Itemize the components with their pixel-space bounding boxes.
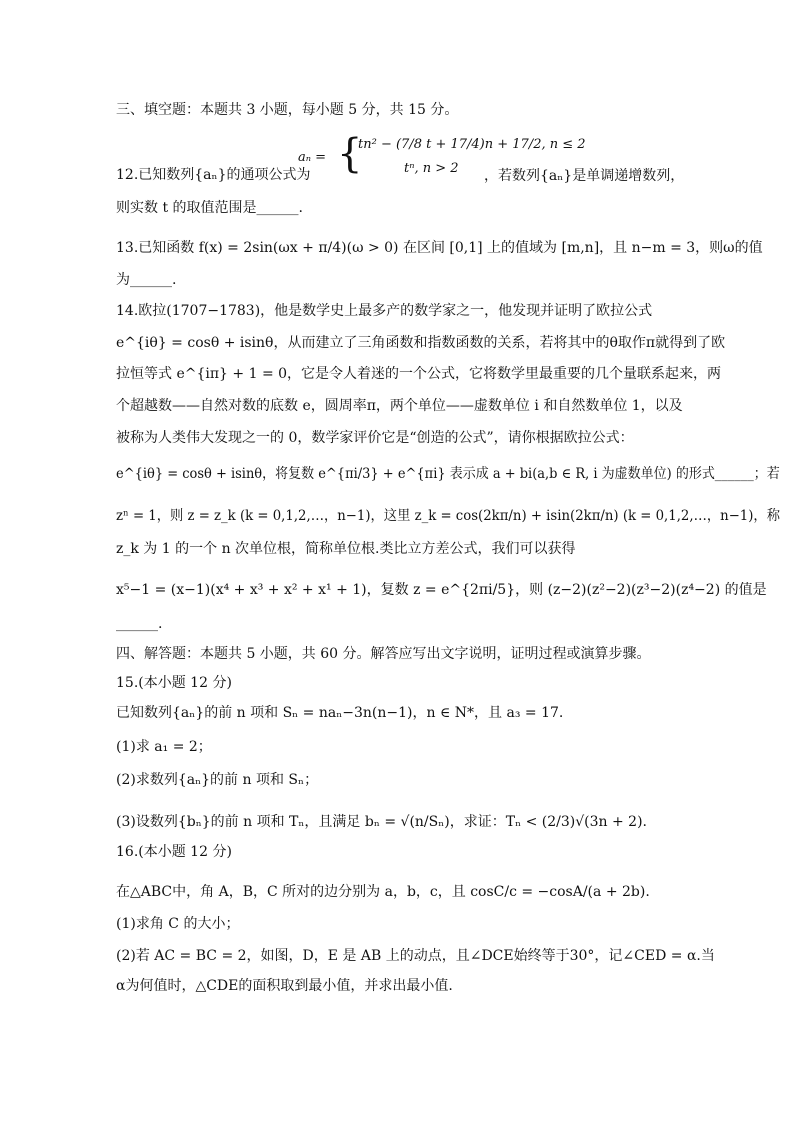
q15-title: 15.(本小题 12 分) [116, 675, 232, 691]
q14-line1: 14.欧拉(1707−1783)，他是数学史上最多产的数学家之一，他发现并证明了欧拉公式 [116, 303, 653, 319]
q16-part2a: (2)若 AC = BC = 2，如图，D，E 是 AB 上的动点，且∠DCE始终等于30°，记∠CED = α.当 [116, 948, 715, 964]
q16-part1: (1)求角 C 的大小； [116, 916, 240, 932]
q12-brace: { [337, 131, 363, 177]
q14-line8: z_k 为 1 的一个 n 次单位根，简称单位根.类比立方差公式，我们可以获得 [116, 541, 576, 557]
q14-line2: e^{iθ} = cosθ + isinθ，从而建立了三角函数和指数函数的关系，若将其中的θ取作π就得到了欧 [116, 335, 726, 351]
q15-stem: 已知数列{aₙ}的前 n 项和 Sₙ = naₙ−3n(n−1)，n ∈ N*，且 a₃ = 17. [116, 705, 564, 721]
q12-piecewise-label: aₙ = [298, 150, 327, 165]
q15-part2: (2)求数列{aₙ}的前 n 项和 Sₙ； [116, 772, 319, 788]
q12-line1-post: ，若数列{aₙ}是单调递增数列， [484, 168, 685, 184]
q14-line4: 个超越数——自然对数的底数 e，圆周率π，两个单位——虚数单位 i 和自然数单位 1，以及 [116, 398, 683, 414]
q16-stem: 在△ABC中，角 A，B，C 所对的边分别为 a，b，c，且 cosC/c = −cosA/(a + 2b). [116, 884, 650, 900]
section4-heading: 四、解答题：本题共 5 小题，共 60 分。解答应写出文字说明，证明过程或演算步骤。 [116, 646, 651, 662]
q12-line2: 则实数 t 的取值范围是______. [116, 200, 303, 216]
q14-line7: zⁿ = 1，则 z = z_k (k = 0,1,2,…，n−1)，这里 z_k = cos(2kπ/n) + isin(2kπ/n) (k = 0,1,2,…，n−1)，称 [116, 508, 780, 524]
q15-part1: (1)求 a₁ = 2； [116, 739, 212, 755]
q12-piecewise-top: tn² − (7/8 t + 17/4)n + 17/2, n ≤ 2 [358, 137, 586, 152]
q12-piecewise-bottom: tⁿ, n > 2 [404, 161, 459, 176]
q13-line1: 13.已知函数 f(x) = 2sin(ωx + π/4)(ω > 0) 在区间 [0,1] 上的值域为 [m,n]，且 n−m = 3，则ω的值 [116, 240, 763, 256]
q12-line1-pre: 12.已知数列{aₙ}的通项公式为 [116, 167, 311, 183]
q14-line10: ______. [116, 616, 163, 632]
q16-title: 16.(本小题 12 分) [116, 844, 232, 860]
q14-line3: 拉恒等式 e^{iπ} + 1 = 0，它是令人着迷的一个公式，它将数学里最重要的几个量联系起来，两 [116, 366, 722, 382]
q15-part3: (3)设数列{bₙ}的前 n 项和 Tₙ，且满足 bₙ = √(n/Sₙ)，求证：Tₙ < (2/3)√(3n + 2). [116, 814, 647, 830]
q16-part2b: α为何值时，△CDE的面积取到最小值，并求出最小值. [116, 978, 453, 994]
q13-line2: 为______. [116, 272, 177, 288]
q14-line6: e^{iθ} = cosθ + isinθ，将复数 e^{πi/3} + e^{πi} 表示成 a + bi(a,b ∈ R, i 为虚数单位) 的形式______；若 [116, 466, 780, 482]
q14-line5: 被称为人类伟大发现之一的 0，数学家评价它是“创造的公式”，请你根据欧拉公式： [116, 430, 634, 446]
section3-heading: 三、填空题：本题共 3 小题，每小题 5 分，共 15 分。 [116, 102, 459, 118]
q14-line9: x⁵−1 = (x−1)(x⁴ + x³ + x² + x¹ + 1)，复数 z = e^{2πi/5}，则 (z−2)(z²−2)(z³−2)(z⁴−2) 的值是 [116, 582, 767, 598]
